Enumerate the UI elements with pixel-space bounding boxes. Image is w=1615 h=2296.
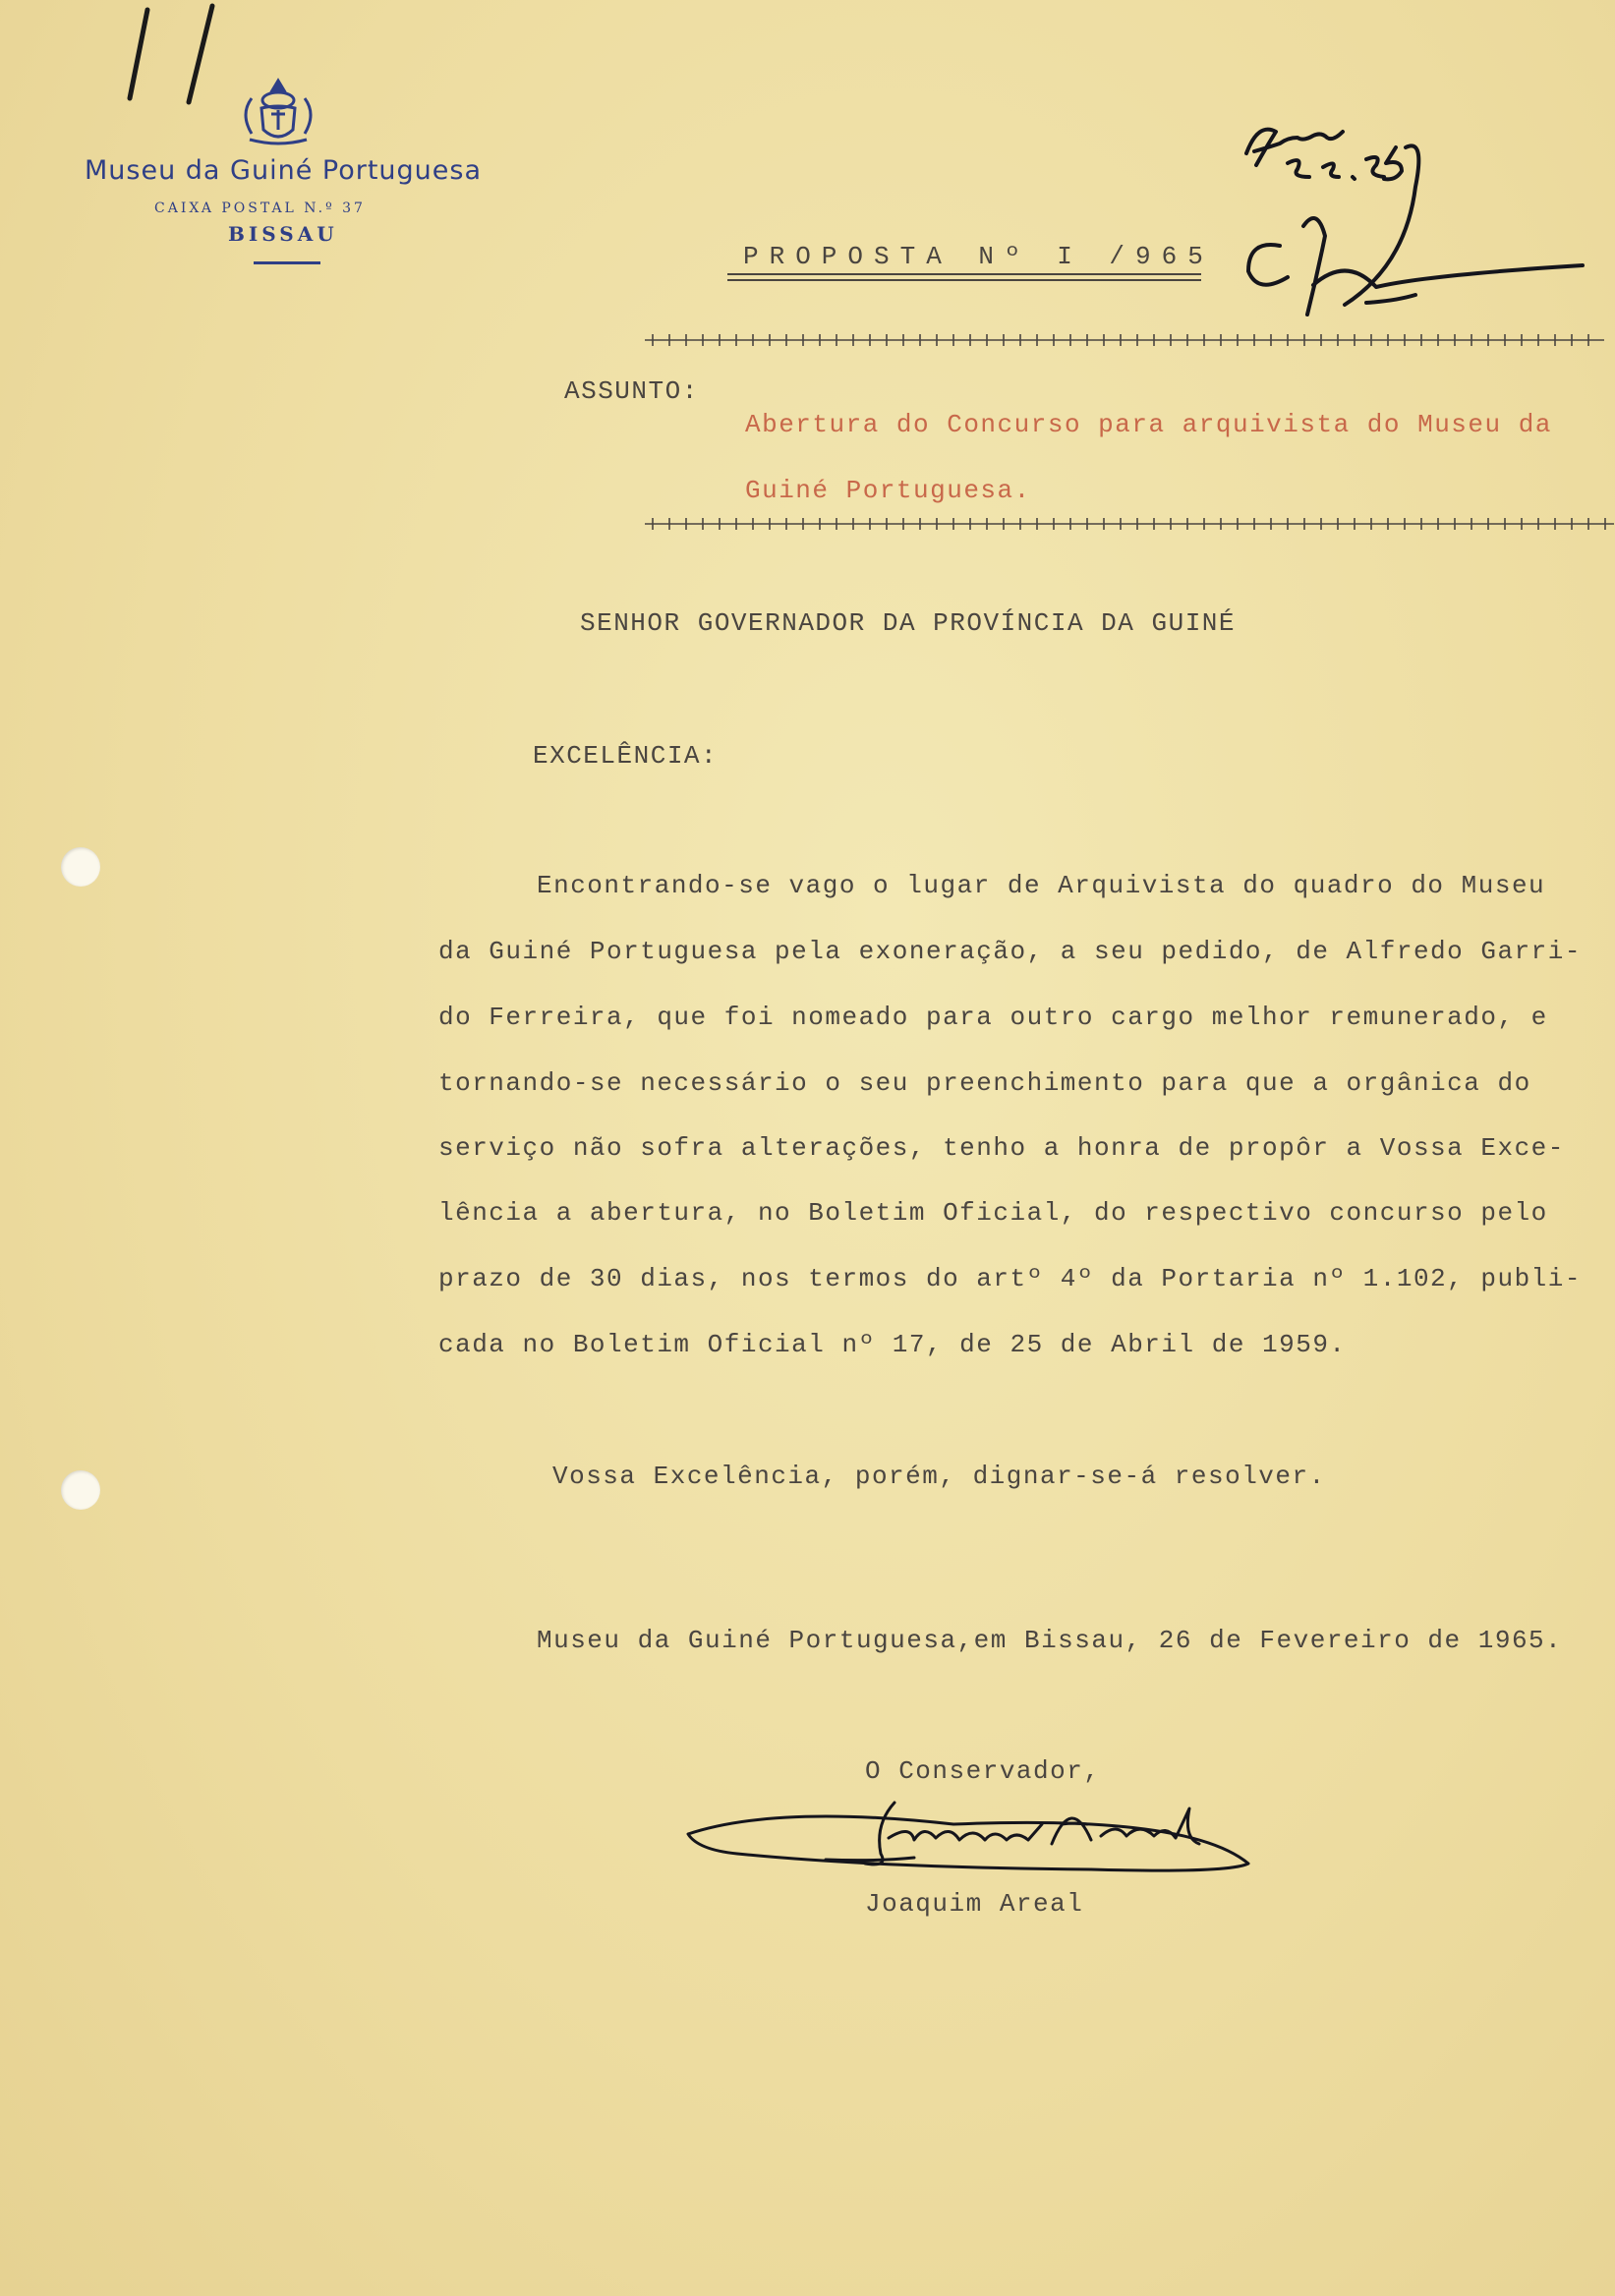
- coat-of-arms-icon: [232, 75, 324, 147]
- closing-line: Vossa Excelência, porém, dignar-se-á resolver.: [552, 1462, 1326, 1491]
- body-line-3: do Ferreira, que foi nomeado para outro cargo melhor remunerado, e: [438, 1003, 1548, 1032]
- proposal-title: PROPOSTA Nº I /965: [743, 242, 1214, 271]
- subject-label: ASSUNTO:: [564, 376, 699, 406]
- proposal-title-underline-2: [727, 279, 1201, 281]
- punch-hole-bottom: [61, 1470, 100, 1510]
- proposal-title-underline-1: [727, 273, 1201, 275]
- letterhead-org-name: Museu da Guiné Portuguesa: [85, 155, 483, 186]
- handwritten-note: [1229, 108, 1592, 344]
- subject-line-2: Guiné Portuguesa.: [745, 476, 1031, 505]
- body-line-7: prazo de 30 dias, nos termos do artº 4º da Portaria nº 1.102, publi-: [438, 1264, 1582, 1293]
- salutation: EXCELÊNCIA:: [533, 741, 719, 771]
- signer-name: Joaquim Areal: [865, 1889, 1084, 1919]
- punch-hole-top: [61, 847, 100, 887]
- subject-line-1: Abertura do Concurso para arquivista do Museu da: [745, 410, 1552, 439]
- body-line-2: da Guiné Portuguesa pela exoneração, a seu pedido, de Alfredo Garri-: [438, 937, 1582, 966]
- divider-top: [645, 332, 1604, 348]
- addressee: SENHOR GOVERNADOR DA PROVÍNCIA DA GUINÉ: [580, 608, 1236, 638]
- body-line-1: Encontrando-se vago o lugar de Arquivista do quadro do Museu: [537, 871, 1546, 900]
- divider-bottom: [645, 516, 1614, 532]
- page-mark-handwritten: [118, 0, 236, 108]
- signature-handwritten: [678, 1785, 1268, 1893]
- body-line-4: tornando-se necessário o seu preenchimento para que a orgânica do: [438, 1068, 1531, 1098]
- body-line-6: lência a abertura, no Boletim Oficial, do respectivo concurso pelo: [438, 1198, 1548, 1228]
- place-date-line: Museu da Guiné Portuguesa,em Bissau, 26 de Fevereiro de 1965.: [537, 1626, 1563, 1655]
- letterhead-underline: [254, 261, 320, 264]
- body-line-8: cada no Boletim Oficial nº 17, de 25 de Abril de 1959.: [438, 1330, 1347, 1359]
- letterhead-po-box: CAIXA POSTAL N.º 37: [154, 201, 366, 216]
- letterhead-city: BISSAU: [228, 222, 338, 246]
- body-line-5: serviço não sofra alterações, tenho a honra de propôr a Vossa Exce-: [438, 1133, 1565, 1163]
- signer-title: O Conservador,: [865, 1756, 1101, 1786]
